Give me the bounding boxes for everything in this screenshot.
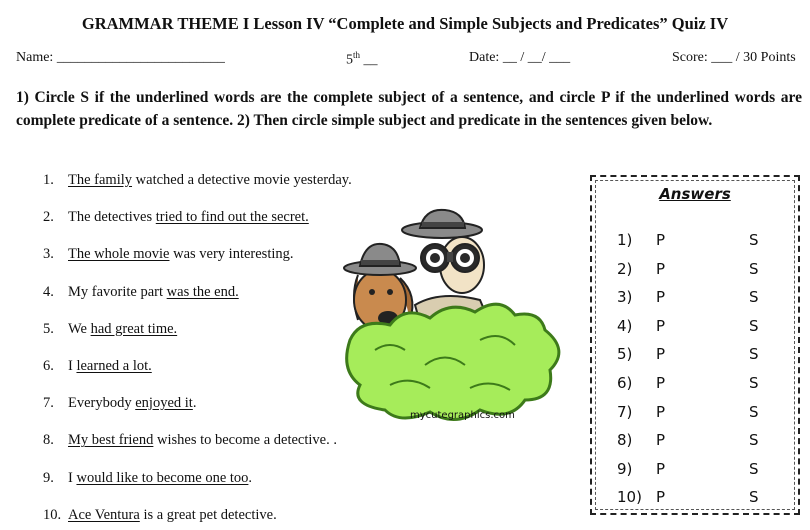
question-number: 7. [43,395,54,412]
question-text-after: wishes to become a detective. . [153,432,337,449]
question-underlined: learned a lot. [76,358,152,374]
question-text-before: We [68,320,91,337]
answers-box [590,175,800,515]
answer-number: 9) [617,459,633,478]
answer-row [592,288,798,316]
question-item [43,432,337,449]
answer-option-p[interactable]: P [656,374,666,392]
question-item [43,284,239,301]
answer-row [592,374,798,402]
question-item [43,209,309,226]
question-text-after: was very interesting. [169,246,294,263]
question-text-before: My favorite part [68,283,167,300]
answer-number: 10) [617,488,642,507]
question-text-after: . [248,469,253,486]
question-item [43,358,152,375]
answer-row [592,460,798,488]
answer-option-s[interactable]: S [749,402,759,421]
question-item [43,470,252,487]
question-number: 6. [43,358,54,374]
question-item [43,172,352,189]
answer-option-p[interactable]: P [656,259,666,278]
question-underlined: The family [68,172,133,188]
grade-suffix: th [353,50,361,60]
answer-row [592,345,798,373]
question-item [43,321,177,338]
answer-option-s[interactable]: S [749,231,759,249]
question-item [43,395,196,412]
question-number: 4. [43,283,54,300]
answer-number: 1) [617,231,633,249]
question-underlined: had great time. [90,320,178,337]
answer-row [592,317,798,345]
question-text-before: The detectives [68,209,156,226]
answer-option-p[interactable]: P [656,402,666,421]
answer-option-s[interactable]: S [749,345,759,364]
question-text-after: is a great pet detective. [139,506,277,523]
question-item [43,507,277,524]
question-underlined: The whole movie [68,246,170,263]
grade-blank: __ [360,52,378,68]
question-item [43,246,294,263]
date-field: Date: __ / __/ ___ [469,50,571,65]
question-underlined: Ace Ventura [68,506,140,523]
answer-option-s[interactable]: S [749,288,759,307]
question-text-after: . [192,395,197,412]
answer-option-p[interactable]: P [656,345,666,364]
question-number: 8. [43,432,54,449]
answer-number: 7) [617,402,633,421]
answer-option-s[interactable]: S [749,259,759,278]
answer-number: 8) [617,431,633,450]
answer-option-p[interactable]: P [656,231,666,249]
worksheet-title: GRAMMAR THEME I Lesson IV “Complete and Simple Subjects and Predicates” Quiz IV [81,14,729,33]
question-number: 2. [43,209,54,226]
question-underlined: was the end. [166,283,239,300]
answer-number: 6) [617,374,633,392]
question-text-after: watched a detective movie yesterday. [132,172,352,188]
answer-option-s[interactable]: S [749,316,759,335]
answer-number: 5) [617,345,633,364]
question-underlined: would like to become one too [76,469,249,486]
question-number: 1. [43,172,54,188]
question-underlined: My best friend [68,432,154,449]
answer-option-p[interactable]: P [656,459,666,478]
grade-number: 5 [346,52,353,68]
name-field: Name: ________________________ [16,50,225,65]
question-number: 3. [43,246,54,263]
answer-number: 4) [617,316,633,335]
answer-option-p[interactable]: P [656,488,666,507]
question-text-before: Everybody [68,395,136,412]
illustration-credit: mycutegraphics.com [410,410,515,421]
answer-option-s[interactable]: S [749,488,759,507]
detective-dog-illustration [330,200,580,430]
question-number: 5. [43,320,54,337]
answer-row [592,431,798,459]
answer-row [592,260,798,288]
instructions: 1) Circle S if the underlined words are the complete subject of a sentence, and circle P if the underlined words are complete predicate of a sentence. 2) Then circle simple subject and predicate in the sentences given below. [16,89,802,129]
answer-option-p[interactable]: P [656,316,666,335]
question-underlined: enjoyed it [135,395,193,412]
score-field: Score: ___ / 30 Points [672,50,796,65]
question-text-before: I [68,358,77,374]
question-number: 9. [43,469,54,486]
answer-row [592,488,798,516]
question-text-before: I [68,469,77,486]
answer-row [592,231,798,259]
answer-option-s[interactable]: S [749,374,759,392]
answer-option-s[interactable]: S [749,459,759,478]
answer-option-p[interactable]: P [656,288,666,307]
question-number: 10. [43,506,62,523]
answer-number: 3) [617,288,633,307]
answer-row [592,403,798,431]
answer-number: 2) [617,259,633,278]
answer-option-p[interactable]: P [656,431,666,450]
question-underlined: tried to find out the secret. [155,209,309,226]
grade-field [346,50,378,69]
answer-option-s[interactable]: S [749,431,759,450]
answers-title: Answers [659,185,731,203]
